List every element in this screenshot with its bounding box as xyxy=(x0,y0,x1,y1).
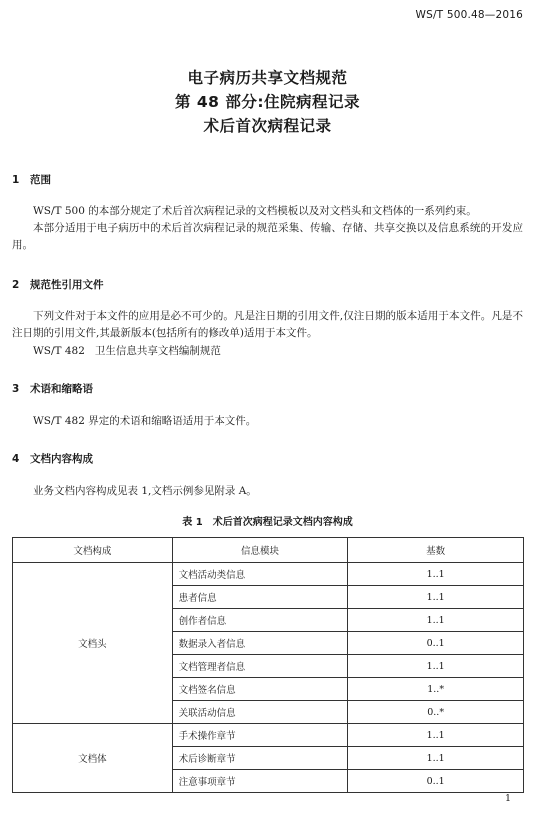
module-cell: 数据录入者信息 xyxy=(172,632,348,655)
content-paragraph: 业务文档内容构成见表 1,文档示例参见附录 A。 xyxy=(33,485,257,497)
cardinality-cell: 0..1 xyxy=(348,632,524,655)
section-title: 文档内容构成 xyxy=(30,453,93,465)
section-number: 1 xyxy=(12,174,20,186)
cardinality-cell: 0..* xyxy=(348,701,524,724)
cardinality-cell: 1..1 xyxy=(348,563,524,586)
title-line-1: 电子病历共享文档规范 xyxy=(187,69,348,87)
module-cell: 文档签名信息 xyxy=(172,678,348,701)
content-structure-table xyxy=(12,537,524,793)
table-header-row xyxy=(13,538,524,563)
terms-paragraph: WS/T 482 界定的术语和缩略语适用于本文件。 xyxy=(33,415,257,427)
table-header-cell: 文档构成 xyxy=(13,538,173,563)
section-number: 2 xyxy=(12,279,20,291)
section-number: 4 xyxy=(12,453,20,465)
reference-code: WS/T 482 xyxy=(33,345,85,357)
title-line-3: 术后首次病程记录 xyxy=(203,117,332,135)
section-title: 范围 xyxy=(30,174,51,186)
cardinality-cell: 1..1 xyxy=(348,655,524,678)
section-heading-references xyxy=(12,277,104,292)
title-line-2: 第 48 部分:住院病程记录 xyxy=(174,93,361,111)
module-cell: 文档管理者信息 xyxy=(172,655,348,678)
standard-code: WS/T 500.48—2016 xyxy=(415,9,523,21)
document-title xyxy=(0,66,535,138)
section-heading-terms xyxy=(12,381,93,396)
module-cell: 关联活动信息 xyxy=(172,701,348,724)
page-number: 1 xyxy=(504,793,511,804)
reference-item xyxy=(12,343,523,360)
table-header-cell: 信息模块 xyxy=(172,538,348,563)
module-cell: 患者信息 xyxy=(172,586,348,609)
module-cell: 术后诊断章节 xyxy=(172,747,348,770)
cardinality-cell: 1..1 xyxy=(348,586,524,609)
section-title: 规范性引用文件 xyxy=(30,279,104,291)
cardinality-cell: 1..1 xyxy=(348,609,524,632)
table-header-cell: 基数 xyxy=(348,538,524,563)
cardinality-cell: 0..1 xyxy=(348,770,524,793)
module-cell: 文档活动类信息 xyxy=(172,563,348,586)
reference-title: 卫生信息共享文档编制规范 xyxy=(94,345,221,357)
module-cell: 创作者信息 xyxy=(172,609,348,632)
table-row xyxy=(13,563,524,586)
group-cell: 文档头 xyxy=(13,563,173,724)
cardinality-cell: 1..1 xyxy=(348,724,524,747)
section-title: 术语和缩略语 xyxy=(30,383,93,395)
table-row xyxy=(13,724,524,747)
module-cell: 手术操作章节 xyxy=(172,724,348,747)
group-cell: 文档体 xyxy=(13,724,173,793)
section-heading-content xyxy=(12,451,93,466)
table-caption: 表 1 术后首次病程记录文档内容构成 xyxy=(182,517,353,528)
scope-paragraph-2: 本部分适用于电子病历中的术后首次病程记录的规范采集、传输、存储、共享交换以及信息系统的开发应用。 xyxy=(12,222,523,251)
section-heading-scope xyxy=(12,172,51,187)
section-number: 3 xyxy=(12,383,20,395)
cardinality-cell: 1..1 xyxy=(348,747,524,770)
module-cell: 注意事项章节 xyxy=(172,770,348,793)
references-paragraph: 下列文件对于本文件的应用是必不可少的。凡是注日期的引用文件,仅注日期的版本适用于本文件。凡是不注日期的引用文件,其最新版本(包括所有的修改单)适用于本文件。 xyxy=(12,310,523,339)
cardinality-cell: 1..* xyxy=(348,678,524,701)
scope-paragraph-1: WS/T 500 的本部分规定了术后首次病程记录的文档模板以及对文档头和文档体的一系列约束。 xyxy=(33,205,477,217)
